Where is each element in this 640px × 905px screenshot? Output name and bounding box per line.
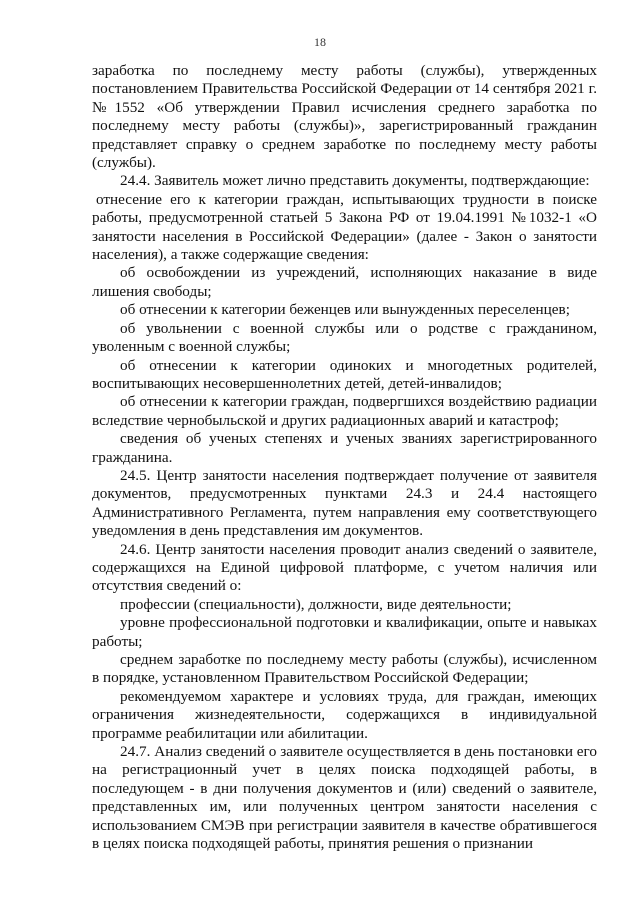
paragraph: 24.7. Анализ сведений о заявителе осуществляется в день постановки его на регистрационный учет в целях поиска подходящей работы, в последующем - в дни получения документов и (или) сведений о заявителе, представленных им, или полученных центром занятости населения с использованием СМЭВ при регистрации заявителя в качестве обратившегося в целях поиска подходящей работы, принятия решения о признании bbox=[92, 743, 597, 853]
paragraph: об отнесении к категории граждан, подвергшихся воздействию радиации вследствие чернобыльской и других радиационных аварий и катастроф; bbox=[92, 393, 597, 429]
paragraph: 24.6. Центр занятости населения проводит анализ сведений о заявителе, содержащихся на Единой цифровой платформе, с учетом наличия или отсутствия сведений о: bbox=[92, 540, 597, 595]
paragraph: сведения об ученых степенях и ученых званиях зарегистрированного гражданина. bbox=[92, 430, 597, 466]
document-body bbox=[92, 62, 597, 853]
paragraph: профессии (специальности), должности, виде деятельности; bbox=[120, 595, 512, 613]
paragraph: 24.4. Заявитель может лично представить документы, подтверждающие: bbox=[120, 172, 590, 190]
paragraph: рекомендуемом характере и условиях труда, для граждан, имеющих ограничения жизнедеятельности, содержащихся в индивидуальной программе реабилитации или абилитации. bbox=[92, 687, 597, 742]
paragraph: об увольнении с военной службы или о родстве с гражданином, уволенным с военной службы; bbox=[92, 319, 597, 356]
paragraph: отнесение его к категории граждан, испытывающих трудности в поиске работы, предусмотренной статьей 5 Закона РФ от 19.04.1991 №1032-1 «О занятости населения в Российской Федерации» (далее - Закон о занятости населения), а также содержащие сведения: bbox=[92, 190, 597, 264]
paragraph: об отнесении к категории беженцев или вынужденных переселенцев; bbox=[120, 301, 570, 319]
paragraph: заработка по последнему месту работы (службы), утвержденных постановлением Правительства Российской Федерации от 14 сентября 2021 г. №1552 «Об утверждении Правил исчисления среднего заработка по последнему месту работы (службы)», зарегистрированный гражданин представляет справку о среднем заработке по последнему месту работы (службы). bbox=[92, 62, 597, 172]
paragraph: среднем заработке по последнему месту работы (службы), исчисленном в порядке, установленном Правительством Российской Федерации; bbox=[92, 651, 597, 687]
paragraph: 24.5. Центр занятости населения подтверждает получение от заявителя документов, предусмотренных пунктами 24.3 и 24.4 настоящего Административного Регламента, путем направления ему соответствующего уведомления в день представления им документов. bbox=[92, 466, 597, 540]
paragraph: об отнесении к категории одиноких и многодетных родителей, воспитывающих несовершеннолетних детей, детей-инвалидов; bbox=[92, 356, 597, 392]
page-number: 18 bbox=[314, 35, 326, 49]
paragraph: об освобождении из учреждений, исполняющих наказание в виде лишения свободы; bbox=[92, 264, 597, 300]
paragraph: уровне профессиональной подготовки и квалификации, опыте и навыках работы; bbox=[92, 614, 597, 650]
